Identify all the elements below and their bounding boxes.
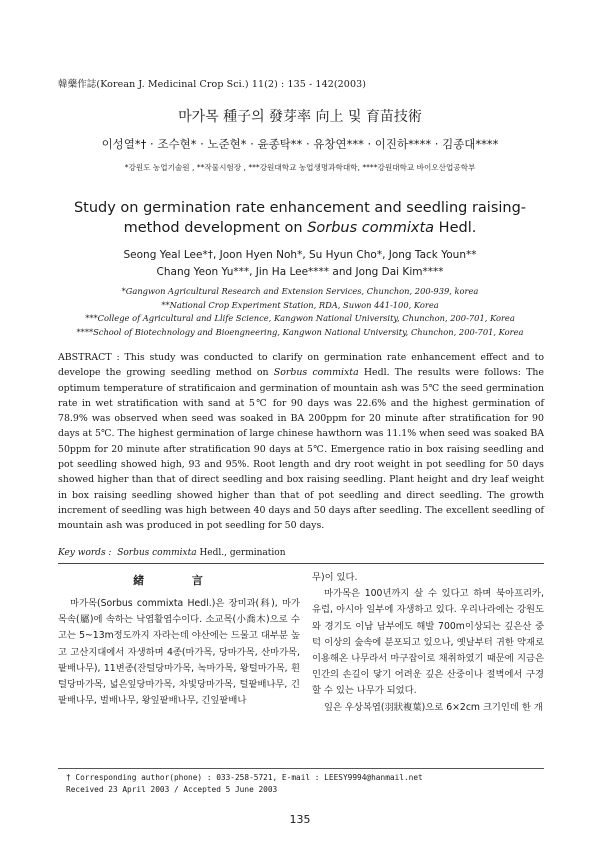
intro-right-paragraph-1: 무)이 있다. — [312, 572, 358, 583]
english-title-post: Hedl. — [434, 220, 477, 236]
abstract-part2: Hedl. The results were follows: The optimum temperature of stratificaion and germination of mountain ash was 5℃ the seed germination rate in wet stratification with sand at 5℃ for 90 days was 22.6% and the highest germination of 78.9% was observed when seed was soaked in BA 200ppm for 20 minute after stratification for 90 days at 5℃. The highest germination of large chinese hawthorn was 11.1% when seed was soaked BA 50ppm for 20 minute after stratification 90 days at 5℃. Emergence ratio in box raising seedling and pot seedling showed high, 93 and 95%. Root length and dry root weight in pot seedling for 50 days showed higher than that of direct seedling and box raising seedling. Plant height and dry leaf weight in box raising seedling showed higher than that of pot seedling and direct seedling. The growth increment of seedling was high between 40 days and 50 days after seedling. The excellent seedling of mountain ash was produced in pot seedling for 50 days. — [58, 367, 544, 532]
abstract-species: Sorbus commixta — [273, 367, 359, 379]
footnote-dates: Received 23 April 2003 / Accepted 5 June 2003 — [66, 784, 278, 794]
footnote-contact: † Corresponding author(phone) : 033-258-5721, E-mail : LEESY9994@hanmail.net — [66, 773, 423, 782]
abstract-part1: This study was conducted to clarify on germination rate enhancement effect and to develope the growing seedling method on — [58, 352, 544, 379]
intro-left-paragraph: 마가목(Sorbus commixta Hedl.)은 장미과(科), 마가목속(屬)에 속하는 낙엽활엽수이다. 소교목(小喬木)으로 수고는 5~13m정도까지 자라는데 야산에는 드물고 대부분 높고 고산지대에서 자생하며 4종(마가목, 당마가목, 산마가목, 팥배나무), 11변종(잔털당마가목, 녹마가목, 왕털마가목, 흰털당마가목, 넓은잎당마가목, 차빛당마가목, 털팥배나무, 긴팥배나무, 벌배나무, 왕잎팥배나무, 긴잎팥배나 — [58, 598, 300, 707]
footnote-divider — [58, 768, 544, 769]
section-heading: 緒 言 — [133, 574, 225, 587]
english-title — [0, 198, 600, 238]
intro-right-paragraph-2: 마가목은 100년까지 살 수 있다고 하며 북아프리카, 유럽, 아시아 일부에 자생하고 있다. 우리나라에는 강원도와 경기도 이남 남부에도 해발 700m이상되는 깊은산 중턱 이상의 숲속에 분포되고 있으나, 옛날부터 귀한 약재로 이용해온 나무라서 마구잡이로 채취하였기 때문에 지금은 인간의 손길이 닿기 어려운 깊은 산중이나 절벽에서 구경할 수 있는 나무가 되었다. — [312, 588, 544, 697]
abstract-divider — [58, 563, 544, 564]
keywords — [58, 548, 286, 558]
keywords-species: Sorbus commixta — [117, 548, 197, 558]
english-affiliations — [0, 285, 600, 339]
page-number: 135 — [289, 813, 311, 826]
english-title-line1: Study on germination rate enhancement and seedling raising- — [73, 200, 527, 216]
abstract-label: ABSTRACT : — [58, 352, 120, 363]
abstract — [58, 350, 544, 534]
affiliation-2: **National Crop Experiment Station, RDA, Suwon 441-100, Korea — [161, 299, 439, 310]
intro-right-column — [312, 570, 544, 716]
english-authors — [0, 247, 600, 281]
english-title-line2 — [0, 218, 600, 238]
affiliation-1: *Gangwon Agricultural Research and Extension Services, Chunchon, 200-939, korea — [121, 286, 479, 296]
journal-header: 韓藥作誌(Korean J. Medicinal Crop Sci.) 11(2) : 135 - 142(2003) — [58, 79, 367, 90]
intro-right-paragraph-3: 잎은 우상복엽(羽狀複葉)으로 6×2cm 크기인데 한 개 — [324, 701, 543, 713]
keywords-label: Key words : — [58, 548, 112, 558]
english-title-species: Sorbus commixta — [307, 220, 435, 236]
affiliation-3: ***College of Agricultural and Llife Science, Kangwon National University, Chunchon, 200-701, Korea — [85, 313, 515, 323]
affiliation-4: ****School of Biotechnology and Bioengneering, Kangwon National University, Chunchon, 200-701, Korea — [76, 326, 524, 337]
english-title-pre: method development on — [123, 220, 308, 236]
keywords-rest: Hedl., germination — [196, 548, 286, 558]
intro-left-column — [58, 596, 300, 709]
english-authors-line1: Seong Yeal Lee*†, Joon Hyen Noh*, Su Hyun Cho*, Jong Tack Youn** — [123, 249, 477, 261]
korean-title: 마가목 種子의 發芽率 向上 및 育苗技術 — [178, 109, 422, 125]
english-authors-line2: Chang Yeon Yu***, Jin Ha Lee**** and Jong Dai Kim**** — [156, 266, 444, 278]
footnote — [66, 772, 423, 795]
korean-authors: 이성열*† · 조수현* · 노준현* · 윤종탁** · 유창연*** · 이진하**** · 김종대**** — [101, 137, 499, 151]
korean-affiliations: *강원도 농업기술원 , **작물시험장 , ***강원대학교 농업생명과학대학, ****강원대학교 바이오산업공학부 — [124, 163, 476, 172]
